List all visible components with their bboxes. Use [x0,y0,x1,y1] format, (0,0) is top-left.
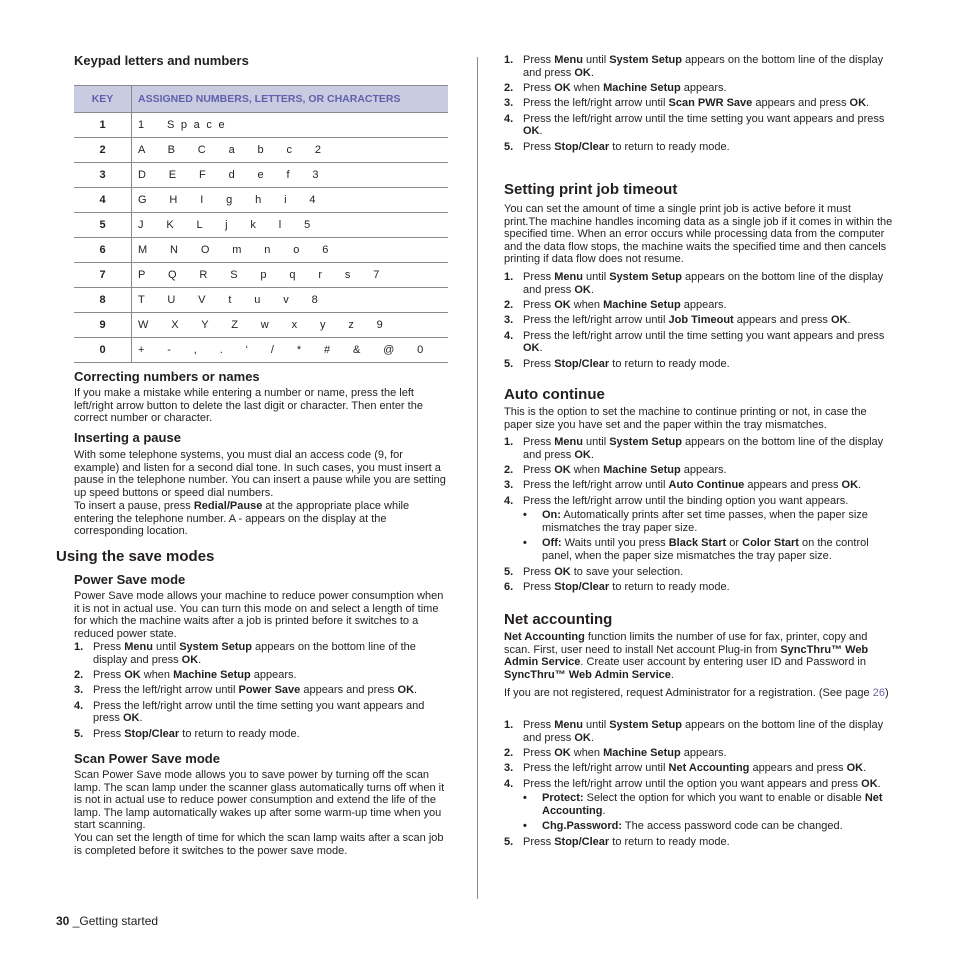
list-item: 3. Press the left/right arrow until Power Save appears and press OK. [74,684,418,697]
list-item: 3. Press the left/right arrow until Net Accounting appears and press OK. [504,762,867,775]
correcting-text: If you make a mistake while entering a number or name, press the left left/right arrow button to delete the last digit or character. Then enter the correct number or character. [74,387,423,424]
list-item: • On: Automatically prints after set time passes, when the paper size mismatches the tray paper size. [523,509,868,535]
list-item: 2. Press OK when Machine Setup appears. [504,746,727,759]
table-row [74,113,448,138]
page-footer [56,914,158,928]
pause-heading: Inserting a pause [74,430,181,445]
auto-continue-options [504,509,896,563]
list-item: 1. Press Menu until System Setup appears on the bottom line of the display and press OK. [74,641,416,666]
net-accounting-options [504,792,896,833]
list-item: 3. Press the left/right arrow until Auto Continue appears and press OK. [504,479,862,492]
list-item: 1. Press Menu until System Setup appears on the bottom line of the display and press OK. [504,54,884,79]
key-cell: 0 [74,338,132,363]
keypad-heading: Keypad letters and numbers [74,53,249,68]
list-item: 1. Press Menu until System Setup appears on the bottom line of the display and press OK. [504,719,884,744]
save-modes-heading: Using the save modes [56,548,215,565]
assigned-chars-cell: A B C a b c 2 [132,138,449,163]
list-item: • Off: Waits until you press Black Start or Color Start on the control panel, when the paper size mismatches the tray paper size. [523,537,869,563]
key-cell: 5 [74,213,132,238]
list-item: 3. Press the left/right arrow until Scan PWR Save appears and press OK. [504,97,870,110]
auto-continue-heading: Auto continue [504,386,605,403]
assigned-chars-cell: G H I g h i 4 [132,188,449,213]
key-cell: 7 [74,263,132,288]
table-header-assigned: ASSIGNED NUMBERS, LETTERS, OR CHARACTERS [132,86,449,113]
table-row [74,188,448,213]
list-item: 2. Press OK when Machine Setup appears. [504,298,727,311]
list-item: 1. Press Menu until System Setup appears on the bottom line of the display and press OK. [504,436,884,461]
keypad-table [74,85,448,363]
timeout-steps [504,271,896,373]
key-cell: 3 [74,163,132,188]
key-cell: 6 [74,238,132,263]
table-row [74,338,448,363]
table-row [74,138,448,163]
list-item: 1. Press Menu until System Setup appears on the bottom line of the display and press OK. [504,271,884,296]
key-cell: 9 [74,313,132,338]
table-row [74,163,448,188]
key-cell: 2 [74,138,132,163]
keypad-table-wrap [74,85,448,363]
assigned-chars-cell: D E F d e f 3 [132,163,449,188]
pause-text-2: To insert a pause, press Redial/Pause at the appropriate place while entering the telephone number. A - appears on the display at the corresponding location. [74,500,410,537]
list-item: 4. Press the left/right arrow until the time setting you want appears and press OK. [504,329,885,355]
list-item: 5. Press Stop/Clear to return to ready mode. [504,836,730,849]
assigned-chars-cell: T U V t u v 8 [132,288,449,313]
list-item: 2. Press OK when Machine Setup appears. [74,668,297,681]
assigned-chars-cell: J K L j k l 5 [132,213,449,238]
net-accounting-heading: Net accounting [504,611,613,628]
list-item: 2. Press OK when Machine Setup appears. [504,81,727,94]
net-accounting-registration: If you are not registered, request Administrator for a registration. (See page 26) [504,687,889,699]
table-row [74,238,448,263]
power-save-steps [74,641,448,743]
list-item: • Chg.Password: The access password code can be changed. [523,820,843,833]
auto-continue-steps [504,436,896,597]
assigned-chars-cell: 1 Space [132,113,449,138]
timeout-heading: Setting print job timeout [504,181,678,198]
table-row [74,263,448,288]
list-item: • Protect: Select the option for which you want to enable or disable Net Accounting. [523,792,883,818]
power-save-heading: Power Save mode [74,572,186,587]
timeout-text: You can set the amount of time a single print job is active before it must print.The machine handles incoming data as a single job if it comes in within the specified time. When an error occurs while processing data from the computer and the data flow stops, the machine waits the specified time and then cancels printing if data flow does not resume. [504,203,893,265]
key-cell: 4 [74,188,132,213]
list-item: 4. Press the left/right arrow until the time setting you want appears and press OK. [74,699,425,725]
list-item: 4. Press the left/right arrow until the option you want appears and press OK. • Protect: Select the option for which you want to enable or disable Net Accounting. • Chg.Password: The access password code can be changed. [504,778,896,834]
page-number: 30 [56,914,70,928]
list-item: 5. Press OK to save your selection. [504,566,684,579]
scan-save-text-1: Scan Power Save mode allows you to save power by turning off the scan lamp. The scan lamp under the scanner glass automatically turns off when it is not in actual use to reduce power consumption and extend the life of the lamp. The lamp automatically wakes up after some warm-up time when you start scanning. [74,769,445,831]
table-row [74,288,448,313]
scan-save-text-2: You can set the length of time for which the scan lamp waits after a scan job is completed before it switches to the power save mode. [74,832,444,857]
list-item: 5. Press Stop/Clear to return to ready mode. [504,140,730,153]
key-cell: 8 [74,288,132,313]
scan-save-steps [504,54,896,156]
table-row [74,213,448,238]
column-divider [477,57,478,899]
net-accounting-text: Net Accounting function limits the number of use for fax, printer, copy and scan. First, user need to install Net account Plug-in from SyncThru™ Web Admin Service. Create user account by entering user ID and Password in SyncThru™ Web Admin Service. [504,631,869,681]
list-item: 5. Press Stop/Clear to return to ready mode. [74,727,300,740]
pause-text-1: With some telephone systems, you must dial an access code (9, for example) and listen for a second dial tone. In such cases, you must insert a pause in the telephone number. You can insert a pause while you are setting up speed buttons or speed dial numbers. [74,449,446,499]
auto-continue-text: This is the option to set the machine to continue printing or not, in case the paper size you have set and the paper within the tray mismatches. [504,406,867,431]
scan-save-heading: Scan Power Save mode [74,751,220,766]
page-link[interactable]: 26 [872,687,885,699]
correcting-heading: Correcting numbers or names [74,369,260,384]
table-header-key: KEY [74,86,132,113]
footer-section: _Getting started [69,914,159,928]
list-item: 6. Press Stop/Clear to return to ready mode. [504,581,730,594]
power-save-text: Power Save mode allows your machine to reduce power consumption when it is not in actual use. You can turn this mode on and select a length of time for which the machine waits after a job is printed before it switches to a reduced power state. [74,590,444,640]
list-item: 4. Press the left/right arrow until the time setting you want appears and press OK. [504,112,885,138]
list-item: 3. Press the left/right arrow until Job Timeout appears and press OK. [504,314,851,327]
assigned-chars-cell: M N O m n o 6 [132,238,449,263]
list-item: 5. Press Stop/Clear to return to ready mode. [504,357,730,370]
assigned-chars-cell: W X Y Z w x y z 9 [132,313,449,338]
list-item: 4. Press the left/right arrow until the binding option you want appears. • On: Automatically prints after set time passes, when the paper size mismatches the tray paper size. • Off: Waits until you press Black Start or Color Start on the control panel, when the paper size mismatches the tray paper size. [504,495,896,564]
list-item: 2. Press OK when Machine Setup appears. [504,463,727,476]
net-accounting-steps [504,719,896,851]
key-cell: 1 [74,113,132,138]
table-row [74,313,448,338]
assigned-chars-cell: P Q R S p q r s 7 [132,263,449,288]
assigned-chars-cell: + - , . ‘ / * # & @ 0 [132,338,449,363]
